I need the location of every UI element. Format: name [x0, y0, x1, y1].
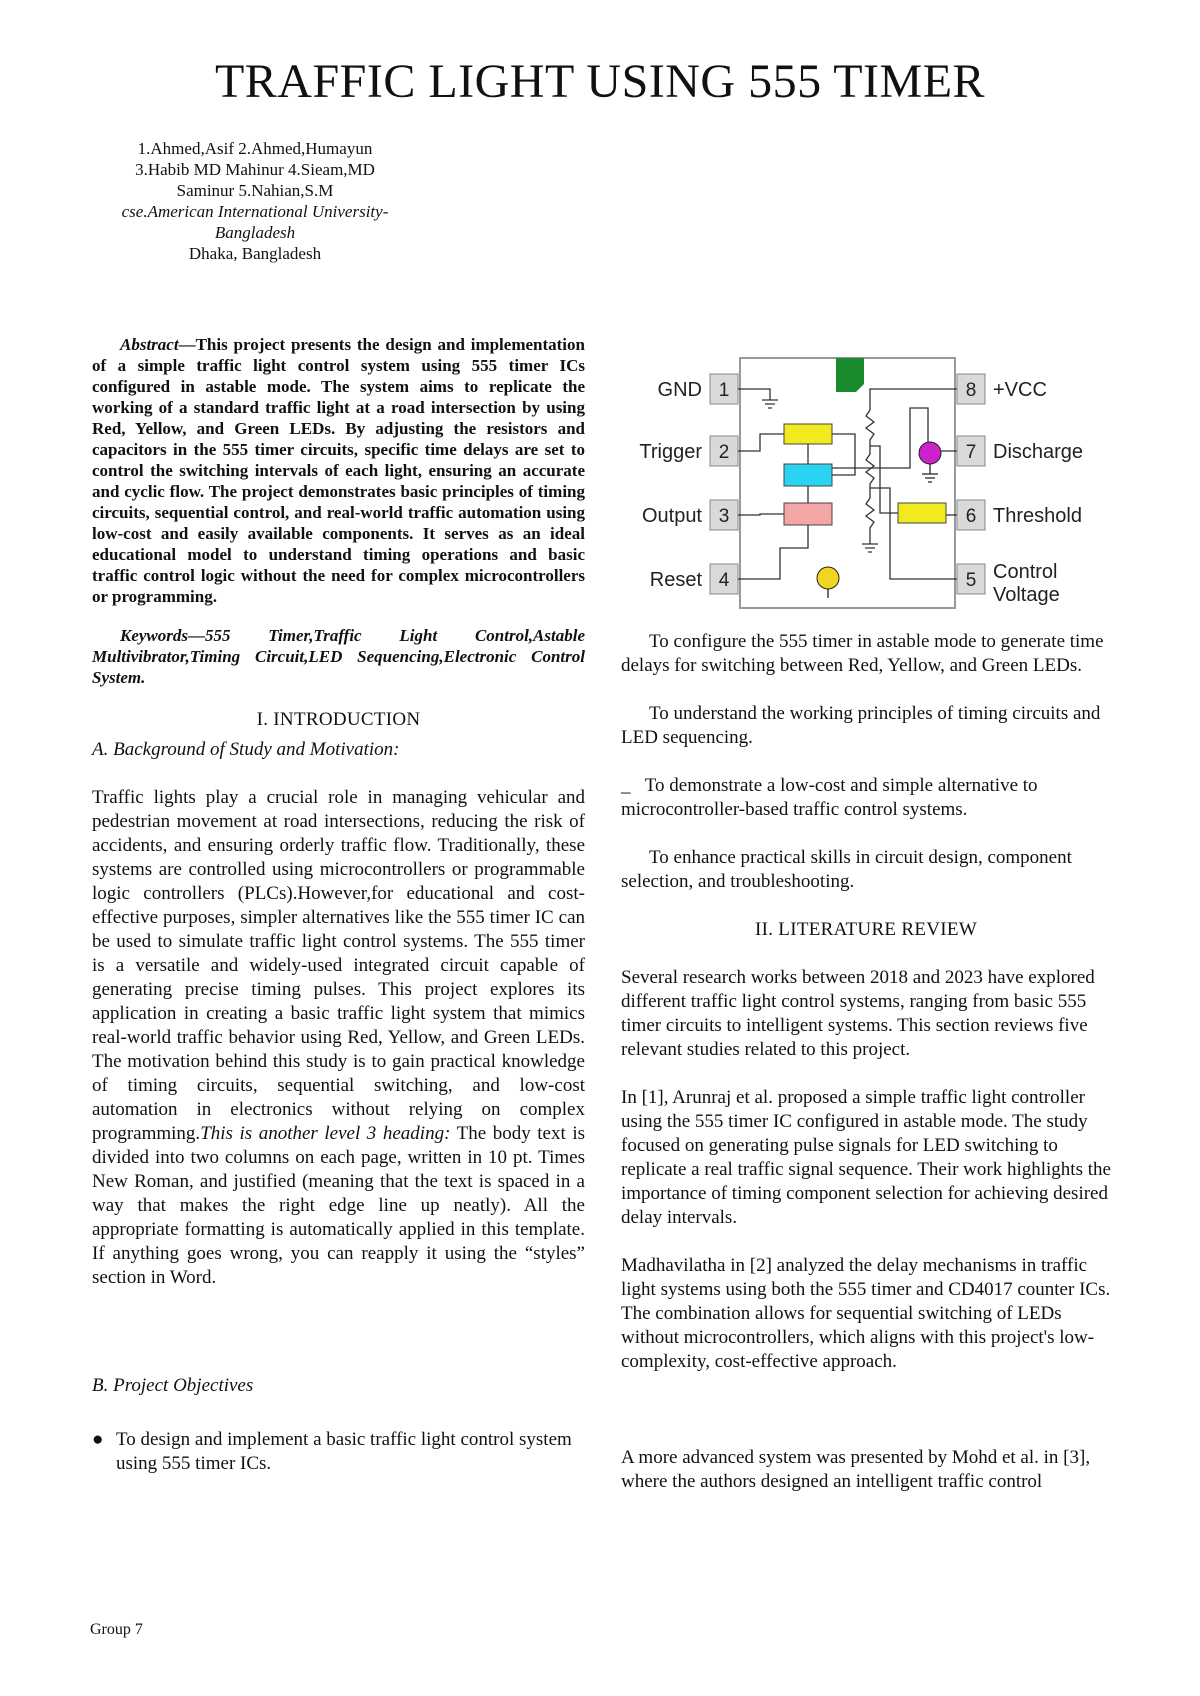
bullet-icon: ● — [92, 1429, 104, 1450]
city-line: Dhaka, Bangladesh — [188, 244, 322, 263]
pin-label-gnd: GND — [657, 379, 702, 401]
pin-label-reset: Reset — [649, 569, 702, 591]
author-line-2: 3.Habib MD Mahinur 4.Sieam,MD — [135, 160, 375, 179]
page-footer: Group 7 — [90, 1621, 143, 1638]
paper-title: TRAFFIC LIGHT USING 555 TIMER — [214, 55, 986, 108]
pin-number-4: 4 — [718, 570, 730, 591]
pin-number-3: 3 — [718, 506, 730, 527]
right-column — [621, 630, 1111, 1494]
left-column — [92, 334, 585, 1476]
timer-555-pinout-diagram — [630, 348, 1120, 623]
flip-flop-block — [784, 464, 832, 486]
literature-paragraph-3: Madhavilatha in [2] analyzed the delay mechanisms in traffic light systems using both the 555 timer and CD4017 counter ICs. The combination allows for sequential switching of LEDs without microcontrollers, which aligns with this project's low-complexity, cost-effective approach. — [621, 1255, 1111, 1372]
ic-body — [740, 358, 955, 608]
objective-text-4: To demonstrate a low-cost and simple alternative to microcontroller-based traffic control systems. — [621, 775, 1038, 820]
pin-number-2: 2 — [718, 442, 730, 463]
objective-item-4 — [621, 774, 1111, 822]
intro-paragraph — [92, 786, 585, 1290]
keywords: Keywords—555 Timer,Traffic Light Control,Astable Multivibrator,Timing Circuit,LED Sequencing,Electronic Control System. — [92, 626, 585, 687]
discharge-transistor-icon — [919, 442, 941, 464]
comparator-block-upper — [784, 424, 832, 444]
abstract — [92, 334, 585, 607]
pin-label-discharge: Discharge — [993, 441, 1084, 463]
author-line-1: 1.Ahmed,Asif 2.Ahmed,Humayun — [137, 139, 373, 158]
literature-paragraph-4: A more advanced system was presented by Mohd et al. in [3], where the authors designed an intelligent traffic control — [621, 1447, 1091, 1492]
subsection-heading-objectives: B. Project Objectives — [92, 1375, 254, 1396]
author-block — [80, 138, 430, 264]
pin-number-6: 6 — [965, 506, 977, 527]
objective-text-3: To understand the working principles of timing circuits and LED sequencing. — [621, 703, 1101, 748]
reset-transistor-icon — [817, 567, 839, 589]
author-line-3: Saminur 5.Nahian,S.M — [176, 181, 334, 200]
objective-prefix-4: _ — [621, 775, 631, 796]
abstract-lead: Abstract — [120, 335, 179, 354]
output-stage-block — [784, 503, 832, 525]
pin-number-7: 7 — [965, 442, 977, 463]
literature-paragraph-1: Several research works between 2018 and 2023 have explored different traffic light control systems, ranging from basic 555 timer circuits to intelligent systems. This section reviews five relevant studies related to this project. — [621, 967, 1095, 1060]
abstract-text: —This project presents the design and implementation of a simple traffic light control system using 555 timer ICs configured in astable mode. The system aims to replicate the working of a standard traffic light at a road intersection by using Red, Yellow, and Green LEDs. By adjusting the resistors and capacitors in the 555 timer circuits, specific time delays are set to control the switching intervals of each light, ensuring an accurate and cyclic flow. The project demonstrates basic principles of timing circuits, sequential control, and real-world traffic automation using low-cost and easily available components. It serves as an ideal educational model to understand timing operations and basic traffic control logic without the need for complex microcontrollers or programming. — [92, 335, 585, 606]
pin-label-output: Output — [641, 505, 702, 527]
section-heading-literature-review: II. LITERATURE REVIEW — [754, 919, 978, 940]
objective-text-2: To configure the 555 timer in astable mode to generate time delays for switching between Red, Yellow, and Green LEDs. — [621, 631, 1104, 676]
pin-number-8: 8 — [965, 380, 977, 401]
affiliation-line-1: cse.American International University- — [121, 202, 389, 221]
objective-item-1 — [92, 1428, 585, 1476]
affiliation-line-2: Bangladesh — [214, 223, 296, 242]
pin-label-control: Control — [993, 561, 1058, 583]
pin-label-trigger: Trigger — [639, 441, 702, 463]
subsection-heading-background: A. Background of Study and Motivation: — [92, 739, 400, 760]
intro-paragraph-tail: The body text is divided into two columns on each page, written in 10 pt. Times New Roman, and justified (meaning that the text is spaced in a way that makes the right edge line up neatly). All the appropriate formatting is automatically applied in this template. If anything goes wrong, you can reapply it using the “styles” section in Word. — [92, 1123, 586, 1288]
literature-paragraph-2: In [1], Arunraj et al. proposed a simple traffic light controller using the 555 timer IC configured in astable mode. The study focused on generating pulse signals for LED switching to replicate a real traffic signal sequence. Their work highlights the importance of timing component selection for achieving desired delay intervals. — [621, 1087, 1111, 1228]
objective-text-5: To enhance practical skills in circuit design, component selection, and troubleshooting. — [621, 847, 1072, 892]
pin-label-threshold: Threshold — [993, 505, 1082, 527]
pin-number-1: 1 — [718, 380, 730, 401]
section-heading-introduction: I. INTRODUCTION — [256, 709, 421, 730]
intro-paragraph-italic: This is another level 3 heading: — [200, 1123, 451, 1144]
pin-label-vcc: +VCC — [993, 379, 1047, 401]
objective-text-1: To design and implement a basic traffic light control system using 555 timer ICs. — [116, 1429, 572, 1474]
comparator-block-lower — [898, 503, 946, 523]
intro-paragraph-text: Traffic lights play a crucial role in managing vehicular and pedestrian movement at road intersections, reducing the risk of accidents, and ensuring orderly traffic flow. Traditionally, these systems are controlled using microcontrollers or programmable logic controllers (PLCs).However,for educational and cost-effective purposes, simpler alternatives like the 555 timer IC can be used to simulate traffic light control systems. The 555 timer is a versatile and widely-used integrated circuit capable of generating precise timing pulses. This project explores its application in creating a basic traffic light system that mimics real-world traffic behavior using Red, Yellow, and Green LEDs. The motivation behind this study is to gain practical knowledge of timing circuits, sequential switching, and low-cost automation in electronics without relying on complex programming. — [92, 787, 585, 1144]
pin-label-voltage: Voltage — [993, 584, 1060, 606]
pin-number-5: 5 — [965, 570, 977, 591]
ic-notch — [836, 358, 864, 392]
